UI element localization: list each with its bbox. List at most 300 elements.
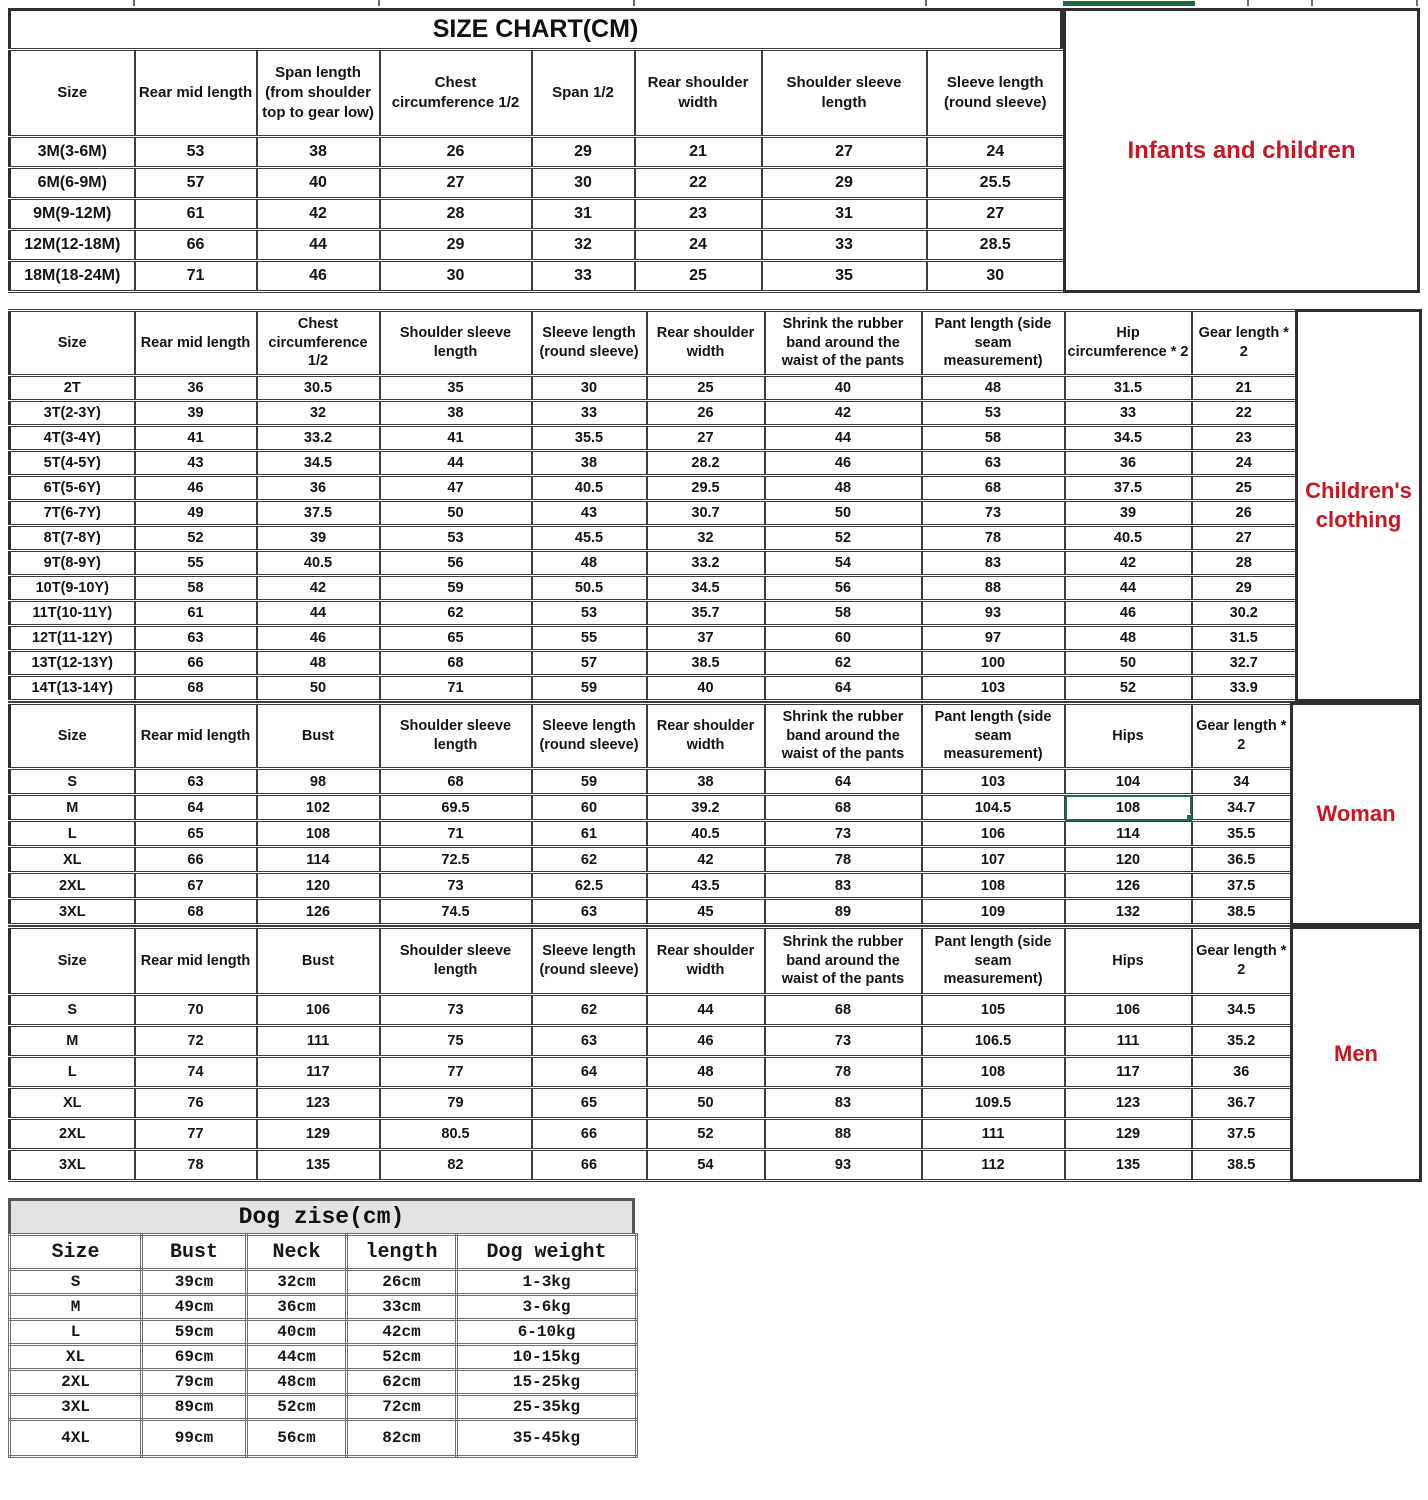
value-cell: 3-6kg: [457, 1295, 637, 1320]
value-cell: 80.5: [380, 1119, 532, 1150]
value-cell: 28.5: [927, 230, 1065, 261]
column-header: Shoulder sleeve length: [762, 50, 927, 137]
size-cell: 2XL: [10, 873, 135, 899]
value-cell: 24: [1192, 451, 1297, 476]
table-row: [10, 899, 1292, 925]
woman-section: [8, 702, 1428, 926]
value-cell: 25: [635, 261, 762, 292]
value-cell: 55: [135, 551, 257, 576]
size-cell: S: [10, 1270, 142, 1295]
value-cell: 30: [532, 376, 647, 401]
value-cell: 73: [765, 1026, 922, 1057]
infants-table-block: [8, 8, 1066, 293]
value-cell: 53: [922, 401, 1065, 426]
value-cell: 35.5: [532, 426, 647, 451]
value-cell: 48cm: [247, 1370, 347, 1395]
value-cell: 31.5: [1192, 626, 1297, 651]
size-cell: 2T: [10, 376, 135, 401]
column-header: Sleeve length (round sleeve): [532, 704, 647, 769]
value-cell: 48: [1065, 626, 1192, 651]
table-row: [10, 1119, 1292, 1150]
value-cell: 50: [380, 501, 532, 526]
value-cell: 49cm: [142, 1295, 247, 1320]
value-cell: 33cm: [347, 1295, 457, 1320]
value-cell: 88: [922, 576, 1065, 601]
value-cell: 46: [765, 451, 922, 476]
value-cell: 40: [257, 168, 380, 199]
value-cell: 36.7: [1192, 1088, 1292, 1119]
value-cell: 61: [135, 601, 257, 626]
size-cell: 2XL: [10, 1370, 142, 1395]
value-cell: 126: [1065, 873, 1192, 899]
value-cell: 53: [380, 526, 532, 551]
value-cell: 46: [647, 1026, 765, 1057]
column-header: Pant length (side seam measurement): [922, 311, 1065, 376]
value-cell: 89cm: [142, 1395, 247, 1420]
table-row: [10, 676, 1297, 701]
value-cell: 22: [635, 168, 762, 199]
value-cell: 40: [765, 376, 922, 401]
value-cell: 44: [257, 601, 380, 626]
size-cell: 8T(7-8Y): [10, 526, 135, 551]
value-cell: 93: [765, 1150, 922, 1181]
value-cell: 37: [647, 626, 765, 651]
value-cell: 21: [635, 137, 762, 168]
infants-size-table: [8, 48, 1066, 293]
size-cell: 12M(12-18M): [10, 230, 135, 261]
value-cell: 24: [635, 230, 762, 261]
value-cell: 52cm: [247, 1395, 347, 1420]
column-header: Size: [10, 1235, 142, 1270]
table-row: [10, 1150, 1292, 1181]
column-header: Rear shoulder width: [647, 928, 765, 995]
column-header: Chest circumference 1/2: [380, 50, 532, 137]
value-cell: 44: [765, 426, 922, 451]
table-row: [10, 261, 1065, 292]
size-cell: 3T(2-3Y): [10, 401, 135, 426]
size-cell: S: [10, 995, 135, 1026]
men-size-table: [8, 926, 1293, 1182]
men-label: Men: [1334, 1040, 1378, 1066]
value-cell: 100: [922, 651, 1065, 676]
value-cell: 34.5: [1065, 426, 1192, 451]
woman-label-box: [1290, 702, 1422, 926]
header-row: [10, 311, 1297, 376]
value-cell: 46: [257, 261, 380, 292]
column-header: Dog weight: [457, 1235, 637, 1270]
column-header: Size: [10, 311, 135, 376]
size-cell: S: [10, 769, 135, 795]
value-cell: 61: [135, 199, 257, 230]
value-cell: 32cm: [247, 1270, 347, 1295]
value-cell: 39: [1065, 501, 1192, 526]
value-cell: 65: [532, 1088, 647, 1119]
value-cell: 123: [1065, 1088, 1192, 1119]
value-cell: 34.5: [647, 576, 765, 601]
value-cell: 38: [647, 769, 765, 795]
woman-size-table: [8, 702, 1293, 926]
value-cell: 50: [647, 1088, 765, 1119]
value-cell: 62cm: [347, 1370, 457, 1395]
value-cell: 78: [135, 1150, 257, 1181]
value-cell: 79: [380, 1088, 532, 1119]
value-cell: 75: [380, 1026, 532, 1057]
value-cell: 26: [380, 137, 532, 168]
table-row: [10, 847, 1292, 873]
column-header: Size: [10, 704, 135, 769]
column-header: Sleeve length (round sleeve): [532, 928, 647, 995]
value-cell: 55: [532, 626, 647, 651]
value-cell: 62: [532, 847, 647, 873]
value-cell: 111: [1065, 1026, 1192, 1057]
column-header: Shrink the rubber band around the waist of the pants: [765, 928, 922, 995]
size-cell: L: [10, 1057, 135, 1088]
value-cell: 32: [532, 230, 635, 261]
value-cell: 65: [135, 821, 257, 847]
size-cell: M: [10, 1295, 142, 1320]
dog-table-title: Dog zise(cm): [8, 1198, 635, 1236]
table-row: [10, 626, 1297, 651]
value-cell: 99cm: [142, 1420, 247, 1457]
value-cell: 66: [532, 1150, 647, 1181]
column-header: Neck: [247, 1235, 347, 1270]
value-cell: 6-10kg: [457, 1320, 637, 1345]
value-cell: 58: [765, 601, 922, 626]
value-cell: 72.5: [380, 847, 532, 873]
value-cell: 106: [1065, 995, 1192, 1026]
value-cell: 83: [922, 551, 1065, 576]
value-cell: 54: [647, 1150, 765, 1181]
value-cell: 82cm: [347, 1420, 457, 1457]
value-cell: 38.5: [647, 651, 765, 676]
value-cell: 43: [135, 451, 257, 476]
value-cell: 97: [922, 626, 1065, 651]
size-cell: 4XL: [10, 1420, 142, 1457]
value-cell: 39: [257, 526, 380, 551]
value-cell: 57: [135, 168, 257, 199]
value-cell: 43.5: [647, 873, 765, 899]
value-cell: 129: [257, 1119, 380, 1150]
value-cell: 36: [1192, 1057, 1292, 1088]
size-cell: XL: [10, 847, 135, 873]
value-cell: 83: [765, 1088, 922, 1119]
value-cell: 33.9: [1192, 676, 1297, 701]
value-cell: 76: [135, 1088, 257, 1119]
value-cell: 42: [1065, 551, 1192, 576]
value-cell: 65: [380, 626, 532, 651]
value-cell: 40.5: [1065, 526, 1192, 551]
table-row: [10, 168, 1065, 199]
value-cell: 112: [922, 1150, 1065, 1181]
value-cell: 36.5: [1192, 847, 1292, 873]
value-cell: 35: [380, 376, 532, 401]
value-cell: 52: [765, 526, 922, 551]
value-cell: 73: [765, 821, 922, 847]
table-row: [10, 1026, 1292, 1057]
value-cell: 58: [135, 576, 257, 601]
value-cell: 106: [257, 995, 380, 1026]
column-header: Rear mid length: [135, 311, 257, 376]
value-cell: 111: [257, 1026, 380, 1057]
value-cell: 47: [380, 476, 532, 501]
value-cell: 63: [135, 626, 257, 651]
value-cell: 71: [380, 676, 532, 701]
value-cell: 53: [135, 137, 257, 168]
gridline-tick: [133, 0, 135, 6]
value-cell: 45.5: [532, 526, 647, 551]
value-cell: 39.2: [647, 795, 765, 821]
value-cell: 83: [765, 873, 922, 899]
column-header: Gear length * 2: [1192, 311, 1297, 376]
value-cell: 104.5: [922, 795, 1065, 821]
column-header: Gear length * 2: [1192, 704, 1292, 769]
value-cell: 59: [532, 676, 647, 701]
table-row: [10, 576, 1297, 601]
size-cell: 18M(18-24M): [10, 261, 135, 292]
size-cell: 2XL: [10, 1119, 135, 1150]
size-cell: L: [10, 821, 135, 847]
value-cell: 63: [922, 451, 1065, 476]
value-cell: 40cm: [247, 1320, 347, 1345]
table-row: [10, 1088, 1292, 1119]
value-cell: 108: [922, 873, 1065, 899]
value-cell: 27: [762, 137, 927, 168]
woman-label: Woman: [1316, 800, 1396, 826]
column-header: Size: [10, 50, 135, 137]
value-cell: 15-25kg: [457, 1370, 637, 1395]
value-cell: 37.5: [1065, 476, 1192, 501]
gridline-tick: [1311, 0, 1313, 6]
value-cell: 126: [257, 899, 380, 925]
value-cell: 61: [532, 821, 647, 847]
value-cell: 39cm: [142, 1270, 247, 1295]
value-cell: 52: [135, 526, 257, 551]
gridline-tick: [925, 0, 927, 6]
infants-label-box: [1063, 8, 1420, 293]
column-header: Chest circumference 1/2: [257, 311, 380, 376]
size-cell: 6T(5-6Y): [10, 476, 135, 501]
size-cell: 10T(9-10Y): [10, 576, 135, 601]
value-cell: 74.5: [380, 899, 532, 925]
value-cell: 35.2: [1192, 1026, 1292, 1057]
table-row: [10, 601, 1297, 626]
value-cell: 106.5: [922, 1026, 1065, 1057]
gridline-tick: [633, 0, 635, 6]
size-cell: XL: [10, 1345, 142, 1370]
value-cell: 46: [135, 476, 257, 501]
gridline-tick: [378, 0, 380, 6]
value-cell: 64: [135, 795, 257, 821]
value-cell: 1-3kg: [457, 1270, 637, 1295]
column-header: Rear mid length: [135, 928, 257, 995]
value-cell: 33: [532, 261, 635, 292]
value-cell: 117: [257, 1057, 380, 1088]
value-cell: 42: [647, 847, 765, 873]
children-size-table: [8, 309, 1298, 702]
value-cell: 82: [380, 1150, 532, 1181]
column-header: Bust: [257, 704, 380, 769]
value-cell: 59: [532, 769, 647, 795]
size-cell: 13T(12-13Y): [10, 651, 135, 676]
column-header: Pant length (side seam measurement): [922, 704, 1065, 769]
value-cell: 68: [765, 795, 922, 821]
value-cell: 45: [647, 899, 765, 925]
value-cell: 33: [532, 401, 647, 426]
value-cell: 71: [380, 821, 532, 847]
value-cell: 36cm: [247, 1295, 347, 1320]
size-cell: 14T(13-14Y): [10, 676, 135, 701]
value-cell: 93: [922, 601, 1065, 626]
value-cell: 26: [647, 401, 765, 426]
value-cell: 132: [1065, 899, 1192, 925]
value-cell: 30.5: [257, 376, 380, 401]
value-cell: 114: [257, 847, 380, 873]
table-row: [10, 1345, 637, 1370]
value-cell: 49: [135, 501, 257, 526]
value-cell: 111: [922, 1119, 1065, 1150]
value-cell: 108: [922, 1057, 1065, 1088]
value-cell: 40.5: [647, 821, 765, 847]
infants-section: [8, 8, 1428, 293]
value-cell: 41: [380, 426, 532, 451]
value-cell: 60: [765, 626, 922, 651]
value-cell: 32: [257, 401, 380, 426]
value-cell: 25-35kg: [457, 1395, 637, 1420]
value-cell: 48: [922, 376, 1065, 401]
chart-title: SIZE CHART(CM): [8, 8, 1063, 50]
column-header: Hips: [1065, 704, 1192, 769]
value-cell: 30.7: [647, 501, 765, 526]
size-cell: L: [10, 1320, 142, 1345]
children-label: Children's clothing: [1305, 477, 1412, 532]
value-cell: 36: [135, 376, 257, 401]
selection-top-border: [1063, 1, 1195, 6]
value-cell: 64: [532, 1057, 647, 1088]
value-cell: 52cm: [347, 1345, 457, 1370]
value-cell: 62: [765, 651, 922, 676]
table-row: [10, 551, 1297, 576]
value-cell: 43: [532, 501, 647, 526]
value-cell: 109.5: [922, 1088, 1065, 1119]
value-cell: 29: [380, 230, 532, 261]
value-cell: 74: [135, 1057, 257, 1088]
size-cell: 11T(10-11Y): [10, 601, 135, 626]
header-row: [10, 704, 1292, 769]
column-header: Rear shoulder width: [647, 311, 765, 376]
value-cell: 25: [1192, 476, 1297, 501]
value-cell: 29: [532, 137, 635, 168]
value-cell: 60: [532, 795, 647, 821]
value-cell: 34.7: [1192, 795, 1292, 821]
value-cell: 50: [1065, 651, 1192, 676]
table-row: [10, 821, 1292, 847]
header-row: [10, 928, 1292, 995]
value-cell: 38.5: [1192, 1150, 1292, 1181]
value-cell: 40: [647, 676, 765, 701]
value-cell: 68: [135, 899, 257, 925]
size-cell: XL: [10, 1088, 135, 1119]
value-cell: 30: [532, 168, 635, 199]
value-cell: 78: [765, 1057, 922, 1088]
value-cell: 105: [922, 995, 1065, 1026]
value-cell: 27: [927, 199, 1065, 230]
value-cell: 73: [380, 873, 532, 899]
value-cell: 27: [380, 168, 532, 199]
value-cell: 25: [647, 376, 765, 401]
value-cell: 106: [922, 821, 1065, 847]
value-cell: 30: [380, 261, 532, 292]
value-cell: 135: [1065, 1150, 1192, 1181]
value-cell: 34: [1192, 769, 1292, 795]
value-cell: 109: [922, 899, 1065, 925]
value-cell: 59: [380, 576, 532, 601]
value-cell: 117: [1065, 1057, 1192, 1088]
value-cell: 48: [257, 651, 380, 676]
value-cell: 27: [647, 426, 765, 451]
value-cell: 40.5: [532, 476, 647, 501]
value-cell: 41: [135, 426, 257, 451]
value-cell: 114: [1065, 821, 1192, 847]
value-cell: 39: [135, 401, 257, 426]
column-header: Rear mid length: [135, 704, 257, 769]
value-cell: 58: [922, 426, 1065, 451]
value-cell: 38.5: [1192, 899, 1292, 925]
value-cell: 35.5: [1192, 821, 1292, 847]
children-label-box: [1295, 309, 1422, 702]
size-cell: 3XL: [10, 1150, 135, 1181]
table-row: [10, 769, 1292, 795]
value-cell: 52: [647, 1119, 765, 1150]
value-cell: 77: [380, 1057, 532, 1088]
column-header: length: [347, 1235, 457, 1270]
dog-size-table: [8, 1233, 638, 1458]
value-cell: 68: [922, 476, 1065, 501]
value-cell: 35-45kg: [457, 1420, 637, 1457]
size-cell: 6M(6-9M): [10, 168, 135, 199]
gridline-tick: [1416, 0, 1418, 6]
column-header: Shoulder sleeve length: [380, 311, 532, 376]
value-cell: 42cm: [347, 1320, 457, 1345]
value-cell: 27: [1192, 526, 1297, 551]
value-cell: 66: [135, 230, 257, 261]
column-header: Sleeve length (round sleeve): [927, 50, 1065, 137]
column-header: Shoulder sleeve length: [380, 928, 532, 995]
value-cell: 102: [257, 795, 380, 821]
value-cell: 26: [1192, 501, 1297, 526]
column-header: Shrink the rubber band around the waist of the pants: [765, 704, 922, 769]
value-cell: 135: [257, 1150, 380, 1181]
column-header: Hip circumference * 2: [1065, 311, 1192, 376]
gridline-tick: [1247, 0, 1249, 6]
value-cell: 63: [532, 899, 647, 925]
size-cell: 3XL: [10, 1395, 142, 1420]
table-row: [10, 1370, 637, 1395]
value-cell: 25.5: [927, 168, 1065, 199]
value-cell: 38: [380, 401, 532, 426]
value-cell: 44: [257, 230, 380, 261]
value-cell: 31.5: [1065, 376, 1192, 401]
value-cell: 104: [1065, 769, 1192, 795]
value-cell: 107: [922, 847, 1065, 873]
value-cell: 77: [135, 1119, 257, 1150]
value-cell: 72cm: [347, 1395, 457, 1420]
value-cell: 29.5: [647, 476, 765, 501]
value-cell: 30.2: [1192, 601, 1297, 626]
table-row: [10, 451, 1297, 476]
value-cell: 73: [380, 995, 532, 1026]
value-cell: 22: [1192, 401, 1297, 426]
value-cell: 88: [765, 1119, 922, 1150]
